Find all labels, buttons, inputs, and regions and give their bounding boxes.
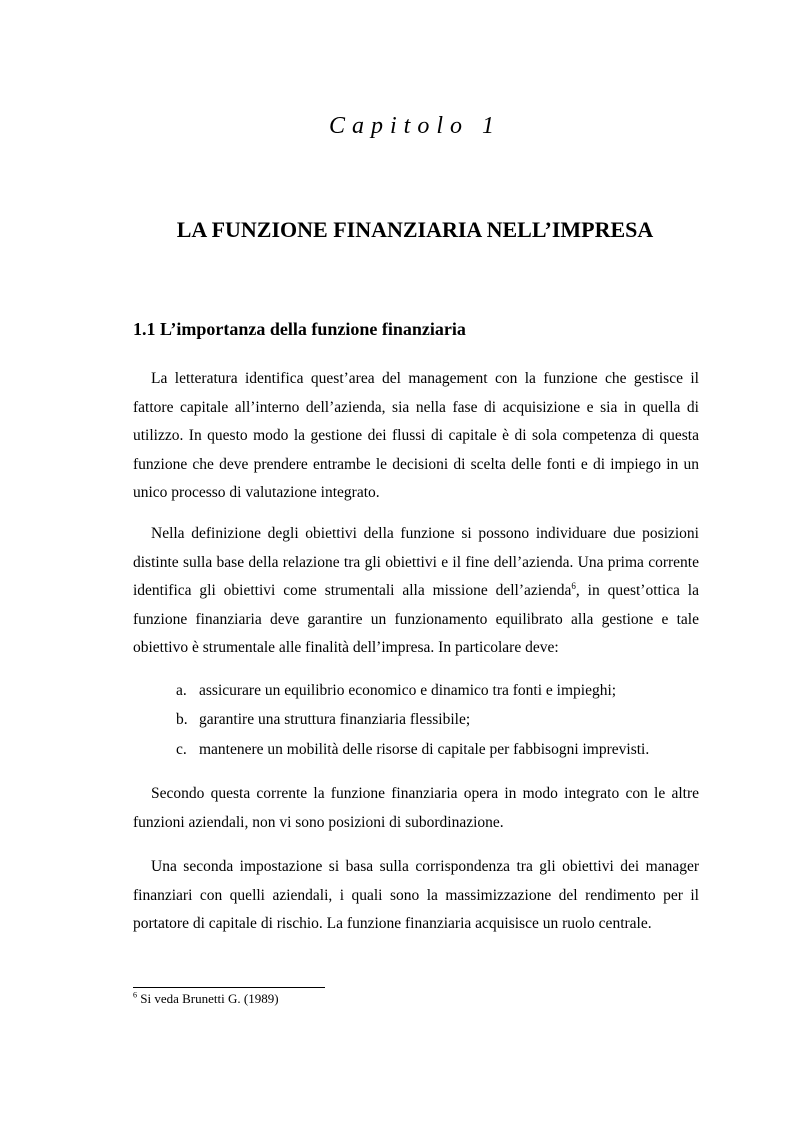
body-paragraph-3: Secondo questa corrente la funzione finanziaria opera in modo integrato con le altre funzioni aziendali, non vi sono posizioni di subordinazione. bbox=[133, 785, 699, 831]
list-item-text: assicurare un equilibrio economico e dinamico tra fonti e impieghi; bbox=[199, 682, 617, 699]
footnote-reference: 6 bbox=[571, 581, 576, 592]
list-marker: c. bbox=[176, 740, 187, 758]
list-marker: a. bbox=[176, 682, 187, 699]
chapter-title: LA FUNZIONE FINANZIARIA NELL’IMPRESA bbox=[176, 217, 654, 242]
footnote bbox=[133, 991, 279, 1007]
chapter-label: Capitolo 1 bbox=[328, 113, 501, 139]
body-paragraph-1: La letteratura identifica quest’area del management con la funzione che gestisce il fattore capitale all’interno dell’azienda, sia nella fase di acquisizione e sia in quella di utilizzo. In questo modo la gestione dei flussi di capitale è di sola competenza di questa funzione che deve prendere entrambe le decisioni di scelta delle fonti e di impiego in un unico processo di valutazione integrato. bbox=[133, 370, 699, 502]
paragraph-2-text-end: , in quest’ottica la funzione finanziaria deve garantire un funzionamento equilibrato alla gestione e tale obiettivo è strumentale alle finalità dell’impresa. In particolare deve: bbox=[133, 582, 699, 657]
list-item bbox=[176, 735, 696, 764]
footnote-number: 6 bbox=[133, 990, 137, 1000]
objectives-list bbox=[176, 676, 696, 764]
paragraph-2-text-start: Nella definizione degli obiettivi della funzione si possono individuare due posizioni distinte sulla base della relazione tra gli obiettivi e il fine dell’azienda. Una prima corrente identifica gli obiettivi come strumentali alla missione dell’azienda bbox=[133, 525, 699, 600]
body-paragraph-2 bbox=[133, 520, 699, 663]
footnote-divider bbox=[133, 987, 325, 988]
list-item bbox=[176, 676, 696, 705]
list-marker: b. bbox=[176, 711, 188, 729]
list-item-text: garantire una struttura finanziaria flessibile; bbox=[199, 711, 471, 729]
footnote-text: Si veda Brunetti G. (1989) bbox=[137, 991, 279, 1006]
list-item-text: mantenere un mobilità delle risorse di capitale per fabbisogni imprevisti. bbox=[199, 740, 650, 758]
section-heading: 1.1 L’importanza della funzione finanziaria bbox=[133, 319, 466, 339]
list-item bbox=[176, 705, 696, 734]
body-paragraph-4: Una seconda impostazione si basa sulla corrispondenza tra gli obiettivi dei manager finanziari con quelli aziendali, i quali sono la massimizzazione del rendimento per il portatore di capitale di rischio. La funzione finanziaria acquisisce un ruolo centrale. bbox=[133, 858, 699, 933]
